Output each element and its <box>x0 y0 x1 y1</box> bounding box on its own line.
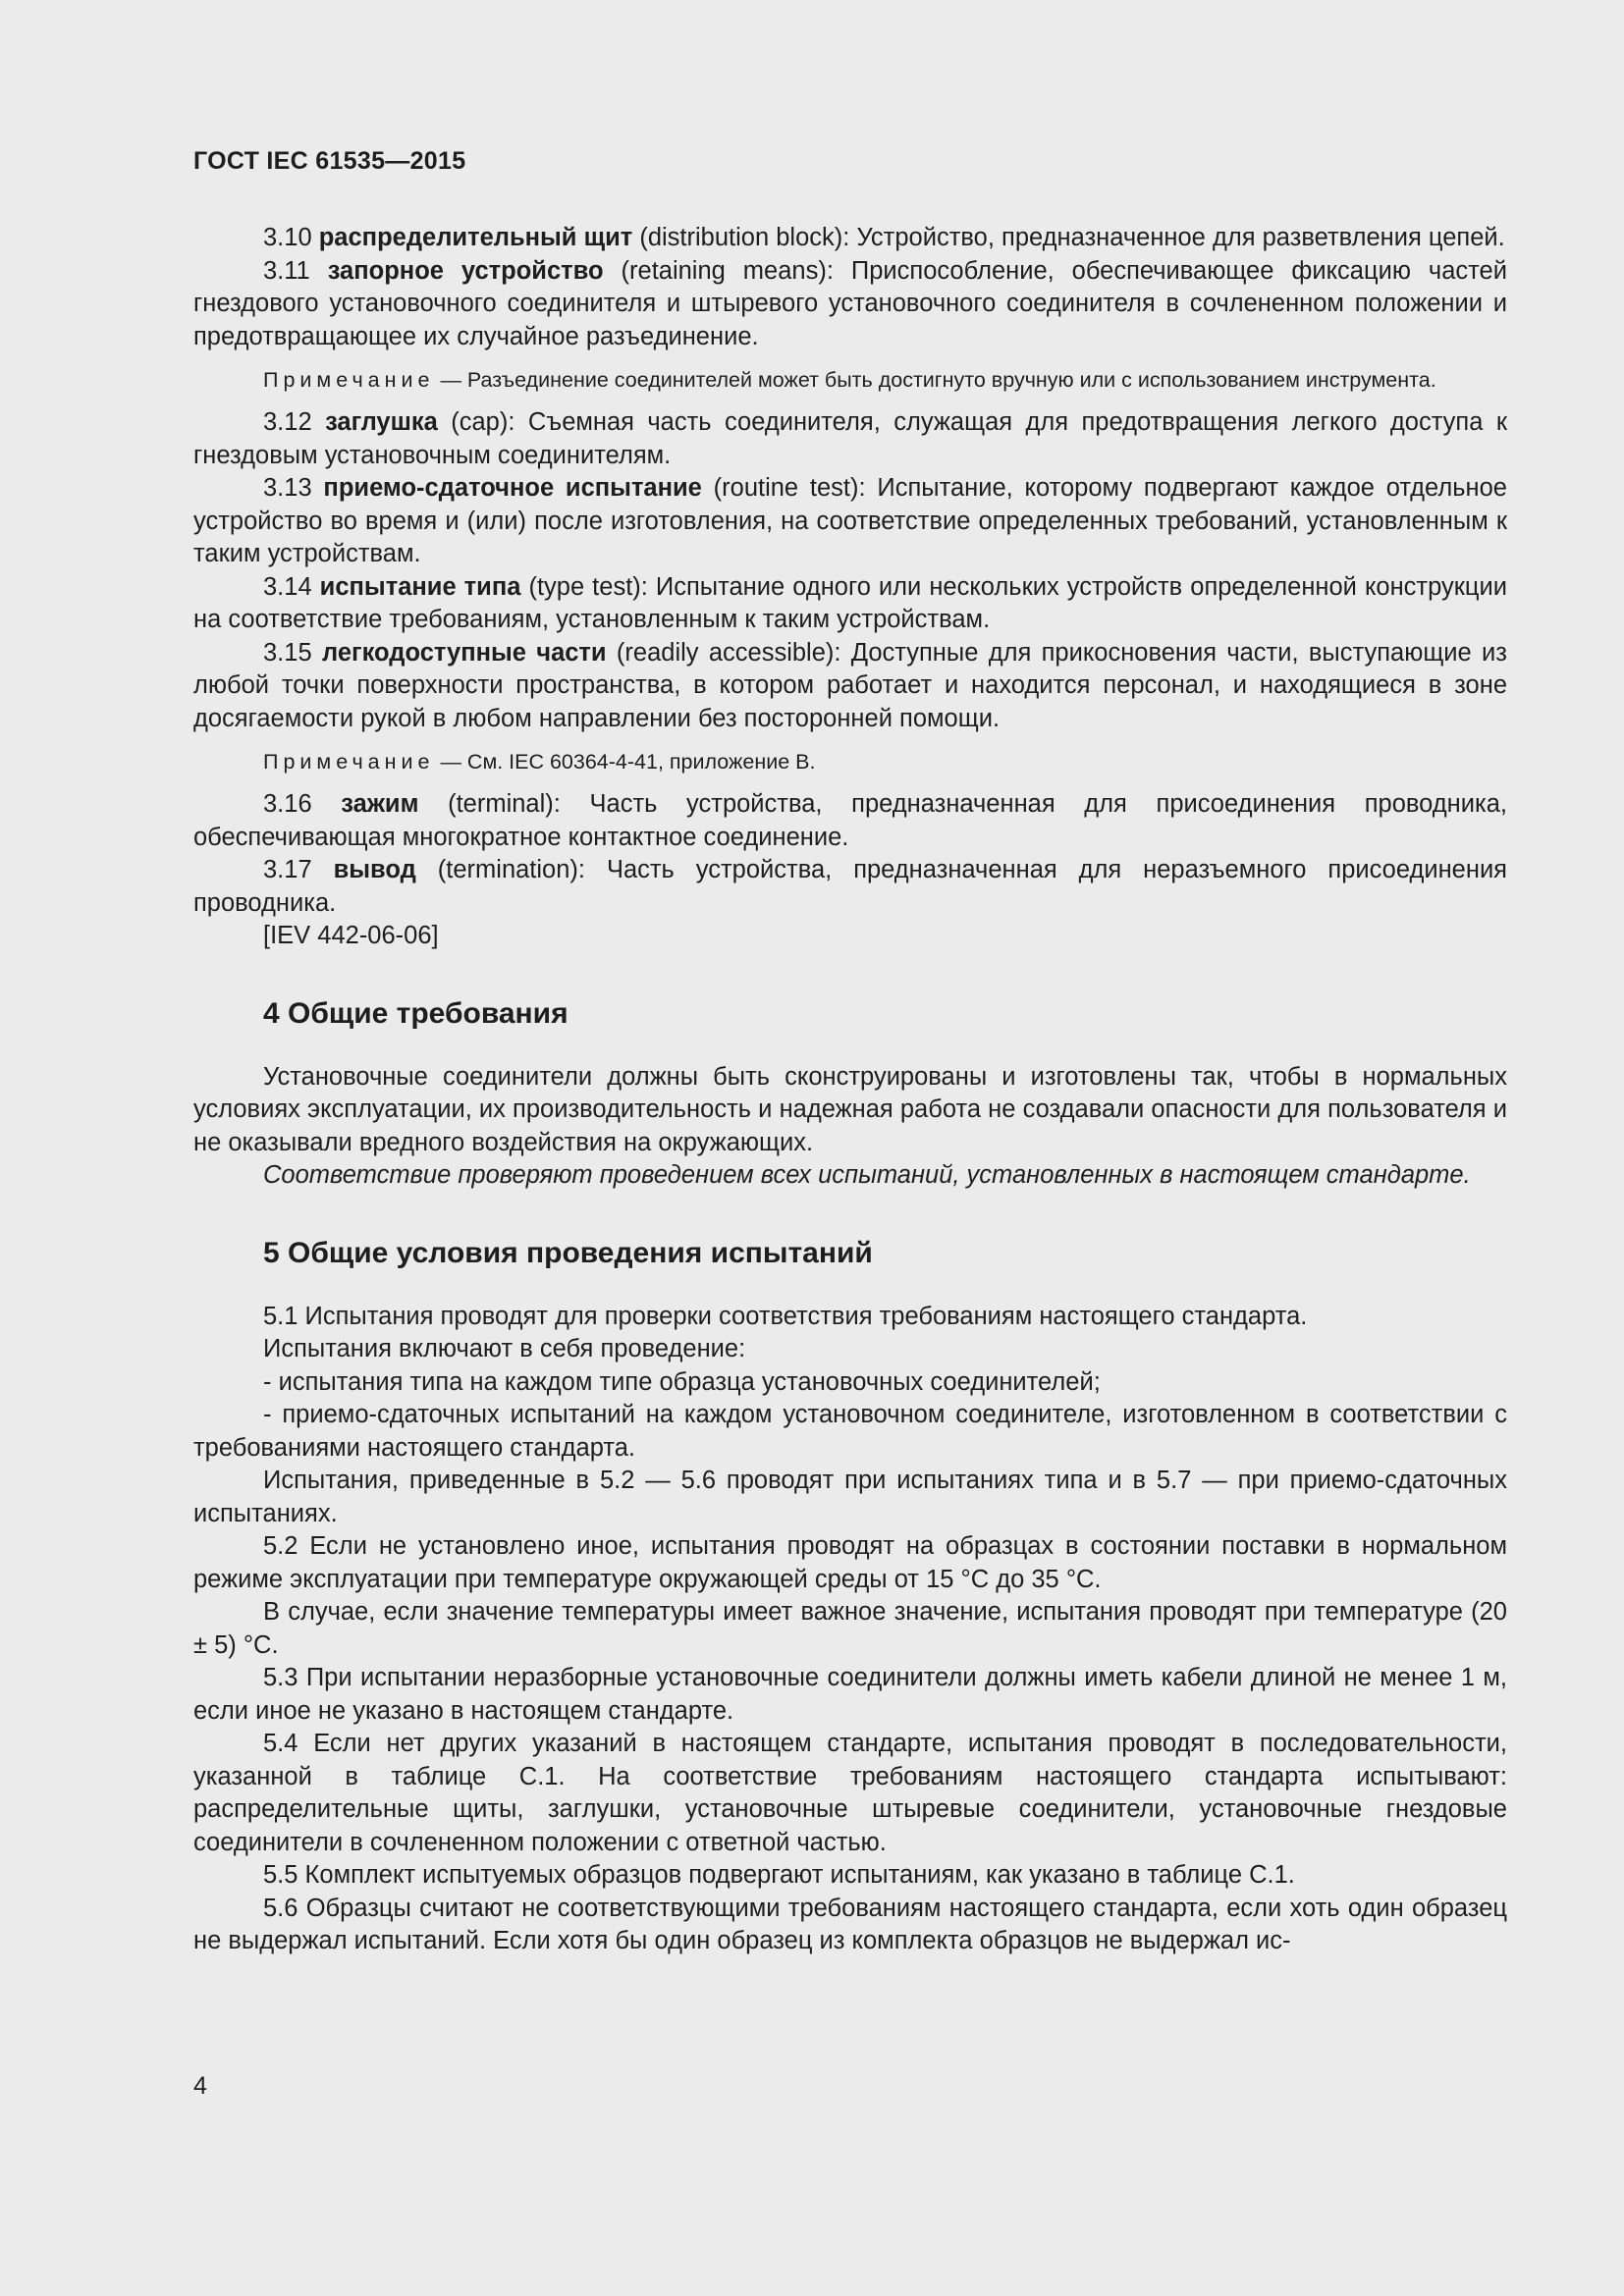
section-5-6: 5.6 Образцы считают не соответствующими требованиям настоящего стандарта, если хоть один образец не выдержал испытаний. Если хотя бы один образец из комплекта образцов не выдержал ис- <box>193 1894 1507 1954</box>
section-5-heading: 5 Общие условия проведения испытаний <box>263 1236 873 1269</box>
term-3-10: 3.10 распределительный щит (distribution block): Устройство, предназначенное для разветвления цепей. <box>263 224 1505 251</box>
list-item-routine-tests: - приемо-сдаточных испытаний на каждом установочном соединителе, изготовленном в соответствии с требованиями настоящего стандарта. <box>193 1401 1507 1462</box>
section-5-4: 5.4 Если нет других указаний в настоящем стандарте, испытания проводят в последовательности, указанной в таблице С.1. На соответствие требованиям настоящего стандарта испытывают: распределительные щиты, заглушки, установочные штыревые соединители, установочные гнездовые соединители в сочлененном положении с ответной частью. <box>193 1730 1507 1856</box>
list-item-type-tests: - испытания типа на каждом типе образца установочных соединителей; <box>263 1367 1101 1396</box>
section-5-3: 5.3 При испытании неразборные установочные соединители должны иметь кабели длиной не менее 1 м, если иное не указано в настоящем стандарте. <box>193 1664 1507 1725</box>
iev-reference: [IEV 442-06-06] <box>263 922 439 949</box>
term-3-17: 3.17 вывод (termination): Часть устройства, предназначенная для неразъемного присоединения проводника. <box>193 856 1507 917</box>
page-number: 4 <box>193 2072 207 2100</box>
term-3-14: 3.14 испытание типа (type test): Испытание одного или нескольких устройств определенной конструкции на соответствие требованиям, установленным к таким устройствам. <box>193 572 1507 633</box>
term-3-13: 3.13 приемо-сдаточное испытание (routine test): Испытание, которому подвергают каждое отдельное устройство во время и (или) после изготовления, на соответствие определенных требований, установленным к таким устройствам. <box>193 474 1507 567</box>
term-3-12: 3.12 заглушка (cap): Съемная часть соединителя, служащая для предотвращения легкого доступа к гнездовым установочным соединителям. <box>193 408 1507 469</box>
section-5-2-temperature: В случае, если значение температуры имеет важное значение, испытания проводят при температуре (20 ± 5) °С. <box>193 1598 1507 1659</box>
section-5-tests-ranges: Испытания, приведенные в 5.2 — 5.6 проводят при испытаниях типа и в 5.7 — при приемо-сдаточных испытаниях. <box>193 1467 1507 1527</box>
section-4-paragraph: Установочные соединители должны быть сконструированы и изготовлены так, чтобы в нормальных условиях эксплуатации, их производительность и надежная работа не создавали опасности для пользователя и не оказывали вредного воздействия на окружающих. <box>193 1062 1507 1156</box>
section-4-heading: 4 Общие требования <box>263 996 568 1030</box>
term-3-11: 3.11 запорное устройство (retaining means): Приспособление, обеспечивающее фиксацию частей гнездового установочного соединителя и штыревого установочного соединителя в сочлененном положении и предотвращающее их случайное разъединение. <box>193 256 1507 350</box>
section-5-2: 5.2 Если не установлено иное, испытания проводят на образцах в состоянии поставки в нормальном режиме эксплуатации при температуре окружающей среды от 15 °С до 35 °С. <box>193 1532 1507 1593</box>
document-header: ГОСТ IEC 61535—2015 <box>193 147 466 175</box>
note-1: Примечание — Разъединение соединителей может быть достигнуто вручную или с использованием инструмента. <box>263 368 1436 392</box>
document-body <box>193 222 1507 1958</box>
section-4-compliance: Соответствие проверяют проведением всех испытаний, установленных в настоящем стандарте. <box>263 1161 1471 1189</box>
note-2: Примечание — См. IEC 60364-4-41, приложение В. <box>263 750 816 774</box>
section-5-tests-include: Испытания включают в себя проведение: <box>263 1335 746 1362</box>
term-3-16: 3.16 зажим (terminal): Часть устройства, предназначенная для присоединения проводника, обеспечивающая многократное контактное соединение. <box>193 790 1507 851</box>
section-5-5: 5.5 Комплект испытуемых образцов подвергают испытаниям, как указано в таблице С.1. <box>263 1861 1295 1889</box>
section-5-1: 5.1 Испытания проводят для проверки соответствия требованиям настоящего стандарта. <box>263 1302 1308 1330</box>
term-3-15: 3.15 легкодоступные части (readily accessible): Доступные для прикосновения части, выступающие из любой точки поверхности пространства, в котором работает и находится персонал, и находящиеся в зоне досягаемости рукой в любом направлении без посторонней помощи. <box>193 638 1507 732</box>
